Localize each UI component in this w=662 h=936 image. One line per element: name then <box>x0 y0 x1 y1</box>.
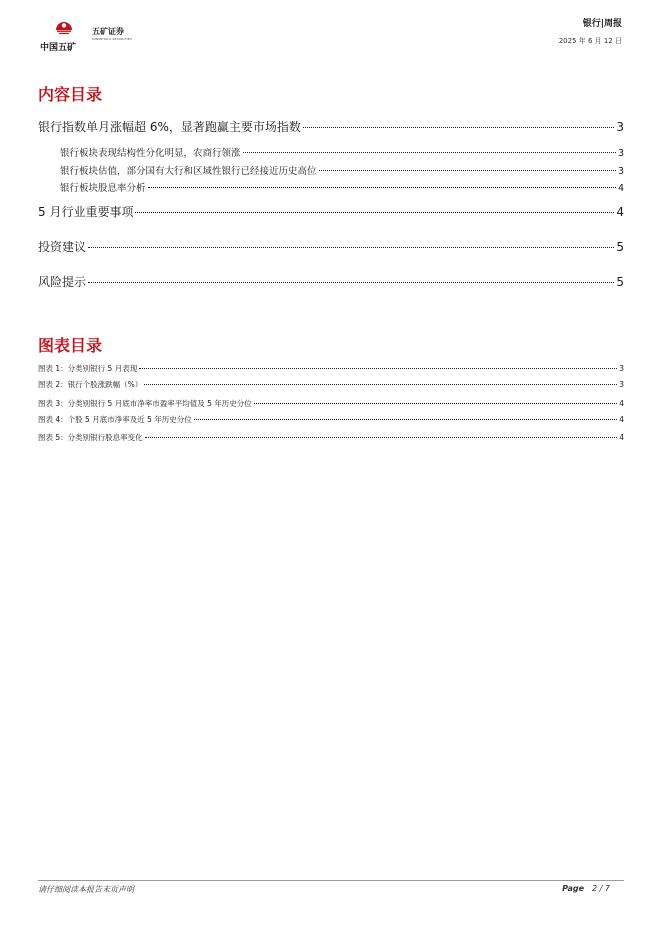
page-number: 2 / 7 <box>592 884 610 893</box>
toc-subentry[interactable]: 银行板块估值，部分国有大行和区域性银行已经接近历史高位 3 <box>60 166 624 177</box>
toc-title: 内容目录 <box>38 85 103 104</box>
company-logo <box>40 16 160 56</box>
minmetals-emblem-icon <box>54 16 74 36</box>
page-label: Page <box>562 884 585 893</box>
figure-entry[interactable]: 图表 5：分类别银行股息率变化 4 <box>38 433 624 442</box>
report-date: 2025 年 6 月 12 日 <box>558 37 622 45</box>
figure-entry[interactable]: 图表 2：银行个股涨跌幅（%） 3 <box>38 380 624 389</box>
footer-page-indicator <box>562 884 610 893</box>
toc-entry[interactable]: 5 月行业重要事项 4 <box>38 205 624 219</box>
figure-entry[interactable]: 图表 1：分类别银行 5 月表现 3 <box>38 364 624 373</box>
figure-entry[interactable]: 图表 4：个股 5 月底市净率及近 5 年历史分位 4 <box>38 415 624 424</box>
toc-subentry[interactable]: 银行板块表现结构性分化明显，农商行领涨 3 <box>60 148 624 159</box>
figures-title: 图表目录 <box>38 336 103 355</box>
footer-divider <box>38 880 624 881</box>
report-category: 银行|周报 <box>582 19 622 29</box>
toc-subentry[interactable]: 银行板块股息率分析 4 <box>60 183 624 194</box>
report-header <box>559 16 622 46</box>
company-name-cn: 中国五矿 <box>40 43 77 53</box>
footer-disclaimer: 请仔细阅读本报告末页声明 <box>38 885 134 894</box>
figure-entry[interactable]: 图表 3：分类别银行 5 月底市净率市盈率平均值及 5 年历史分位 4 <box>38 399 624 408</box>
brand-name-en: MINMETALS SECURITIES <box>92 37 132 41</box>
toc-entry[interactable]: 投资建议 5 <box>38 240 624 254</box>
toc-entry[interactable]: 银行指数单月涨幅超 6%，显著跑赢主要市场指数 3 <box>38 120 624 134</box>
brand-name: 五矿证券 <box>92 27 124 36</box>
toc-entry[interactable]: 风险提示 5 <box>38 275 624 289</box>
